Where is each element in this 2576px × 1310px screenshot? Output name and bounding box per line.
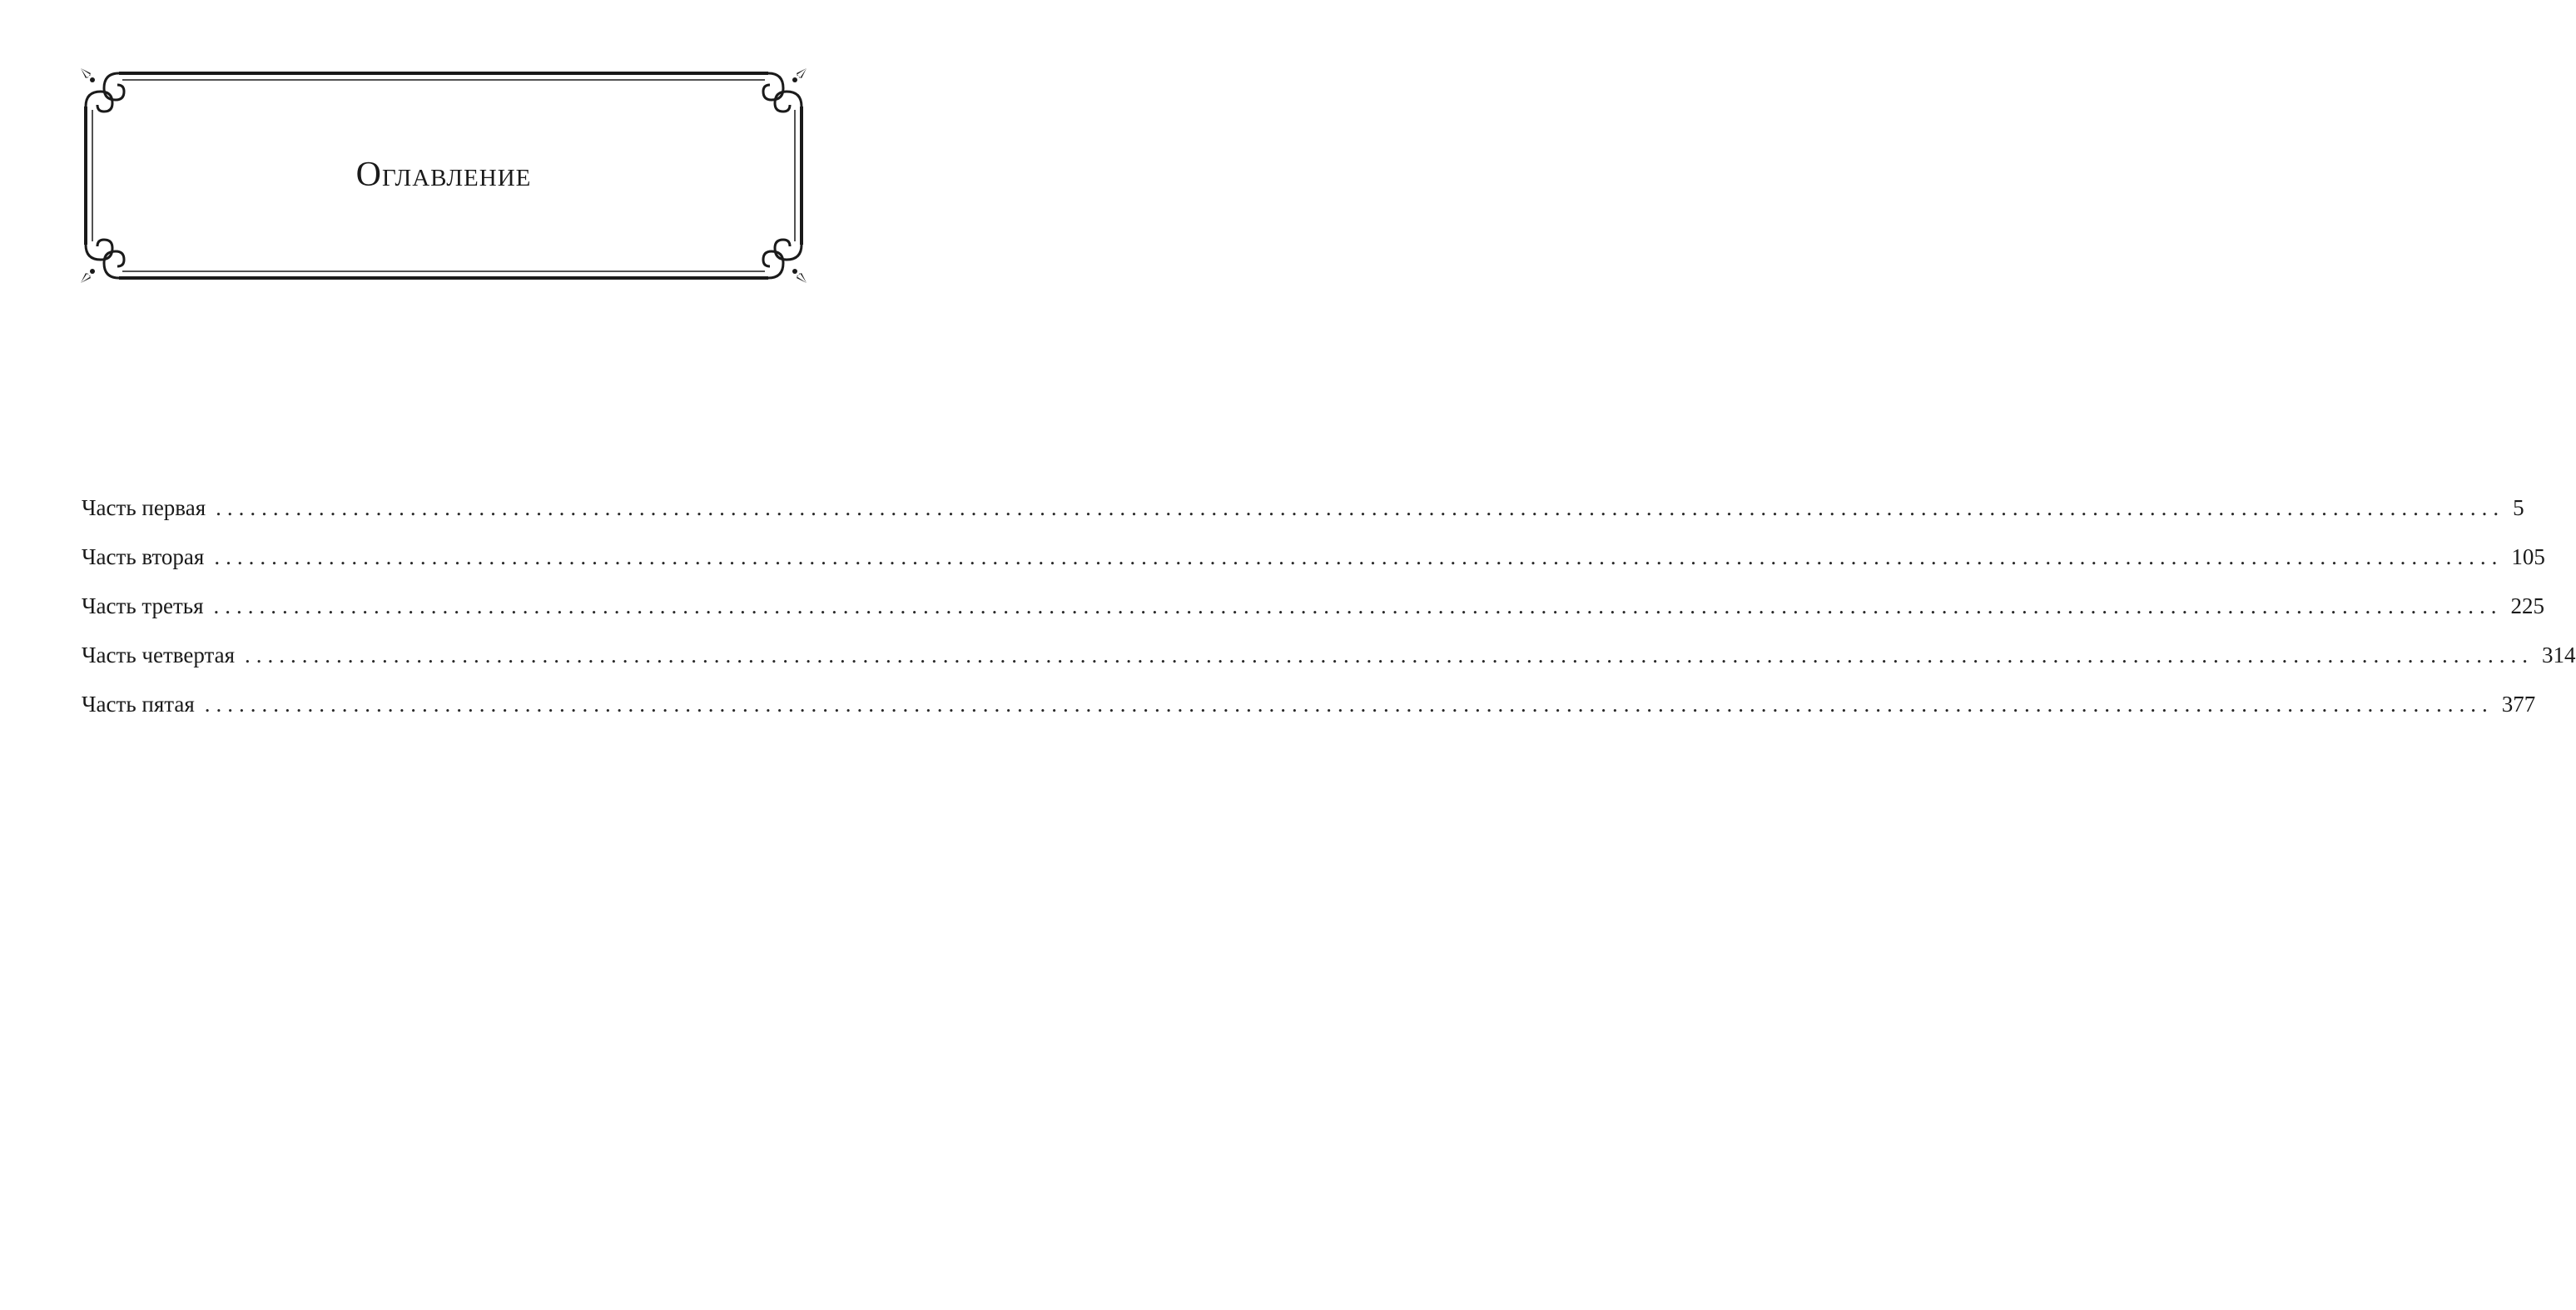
corner-ornament-top-left	[81, 68, 124, 112]
dot-leader: ........................................................................................................................................................................................................	[213, 593, 2503, 618]
dot-leader: ........................................................................................................................................................................................................	[214, 544, 2504, 569]
dot-leader: ........................................................................................................................................................................................................	[245, 643, 2534, 667]
toc-entry-page: 105	[2511, 544, 2545, 569]
toc-entry-label: Часть вторая	[82, 544, 205, 569]
decorative-title-frame	[79, 67, 808, 285]
toc-entry-page: 5	[2513, 495, 2524, 520]
toc-entry-label: Часть первая	[82, 495, 206, 520]
dot-leader: ........................................................................................................................................................................................................	[204, 692, 2494, 717]
toc-entry-page: 225	[2510, 593, 2545, 618]
toc-entry[interactable]	[82, 687, 2536, 737]
toc-entry[interactable]	[82, 491, 2524, 540]
corner-ornament-bottom-left	[81, 240, 124, 283]
toc-entry-label: Часть четвертая	[82, 643, 235, 667]
toc-entry[interactable]	[82, 589, 2545, 638]
toc-entry[interactable]	[82, 638, 2576, 687]
toc-entry-label: Часть третья	[82, 593, 204, 618]
table-of-contents	[82, 491, 2576, 737]
toc-entry-page: 314	[2542, 643, 2576, 667]
dot-leader: ........................................................................................................................................................................................................	[216, 495, 2505, 520]
page-title: Оглавление	[355, 156, 532, 194]
toc-entry[interactable]	[82, 540, 2545, 589]
toc-entry-page: 377	[2501, 692, 2536, 717]
corner-ornament-top-right	[763, 68, 807, 112]
corner-ornament-bottom-right	[763, 240, 807, 283]
toc-entry-label: Часть пятая	[82, 692, 195, 717]
